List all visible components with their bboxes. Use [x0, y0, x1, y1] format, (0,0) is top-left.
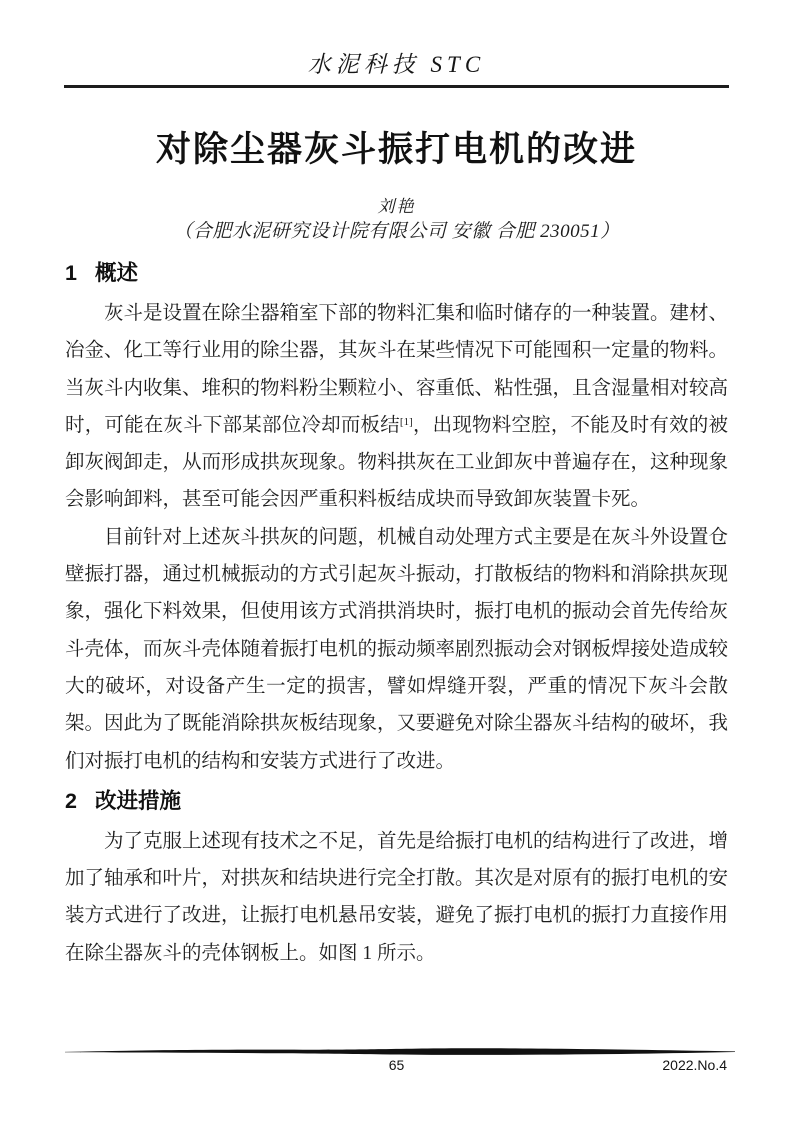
paragraph-text: ，出现物料空腔，不能及时有效的被卸灰阀卸走，从而形成拱灰现象。物料拱灰在工业卸灰中普遍存在，这种现象会影响卸料，甚至可能会因严重积料板结成块而导致卸灰装置卡死。: [65, 414, 729, 511]
paragraph: 为了克服上述现有技术之不足，首先是给振打电机的结构进行了改进，增加了轴承和叶片，对拱灰和结块进行完全打散。其次是对原有的振打电机的安装方式进行了改进，让振打电机悬吊安装，避免了振打电机的振打力直接作用在除尘器灰斗的壳体钢板上。如图 1 所示。: [65, 830, 729, 964]
header-rule: [64, 85, 729, 88]
section-heading-overview: [65, 258, 728, 288]
paragraph: 目前针对上述灰斗拱灰的问题，机械自动处理方式主要是在灰斗外设置仓壁振打器，通过机械振动的方式引起灰斗振动，打散板结的物料和消除拱灰现象，强化下料效果，但使用该方式消拱消块时，振打电机的振动会首先传给灰斗壳体，而灰斗壳体随着振打电机的振动频率剧烈振动会对钢板焊接处造成较大的破坏，对设备产生一定的损害，譬如焊缝开裂，严重的情况下灰斗会散架。因此为了既能消除拱灰板结现象，又要避免对除尘器灰斗结构的破坏，我们对振打电机的结构和安装方式进行了改进。: [65, 526, 729, 772]
section-heading-improvements: [65, 786, 728, 816]
citation-ref: [1]: [399, 415, 413, 428]
article-title: 对除尘器灰斗振打电机的改进: [155, 130, 637, 169]
journal-header: [0, 46, 793, 79]
footer-rule-stroke: [63, 1047, 737, 1057]
section-title: 改进措施: [94, 788, 181, 813]
paragraph-text: 灰斗是设置在除尘器箱室下部的物料汇集和临时储存的一种装置。建材、冶金、化工等行业用的除尘器，其灰斗在某些情况下可能囤积一定量的物料。当灰斗内收集、堆积的物料粉尘颗粒小、容重低、粘性强，且含湿量相对较高时，可能在灰斗下部某部位冷却而板结: [65, 303, 729, 436]
author-name: 刘艳: [377, 197, 416, 216]
article-body: [65, 258, 728, 972]
paragraph: [65, 295, 728, 519]
issue-number: 2022.No.4: [662, 1057, 727, 1073]
page-number: 65: [388, 1057, 405, 1073]
journal-title: 水泥科技 STC: [307, 52, 486, 77]
section-number: 1: [65, 261, 77, 285]
section-title: 概述: [94, 261, 138, 285]
section-number: 2: [65, 788, 77, 813]
author-affiliation: （合肥水泥研究设计院有限公司 安徽 合肥 230051）: [173, 221, 620, 242]
